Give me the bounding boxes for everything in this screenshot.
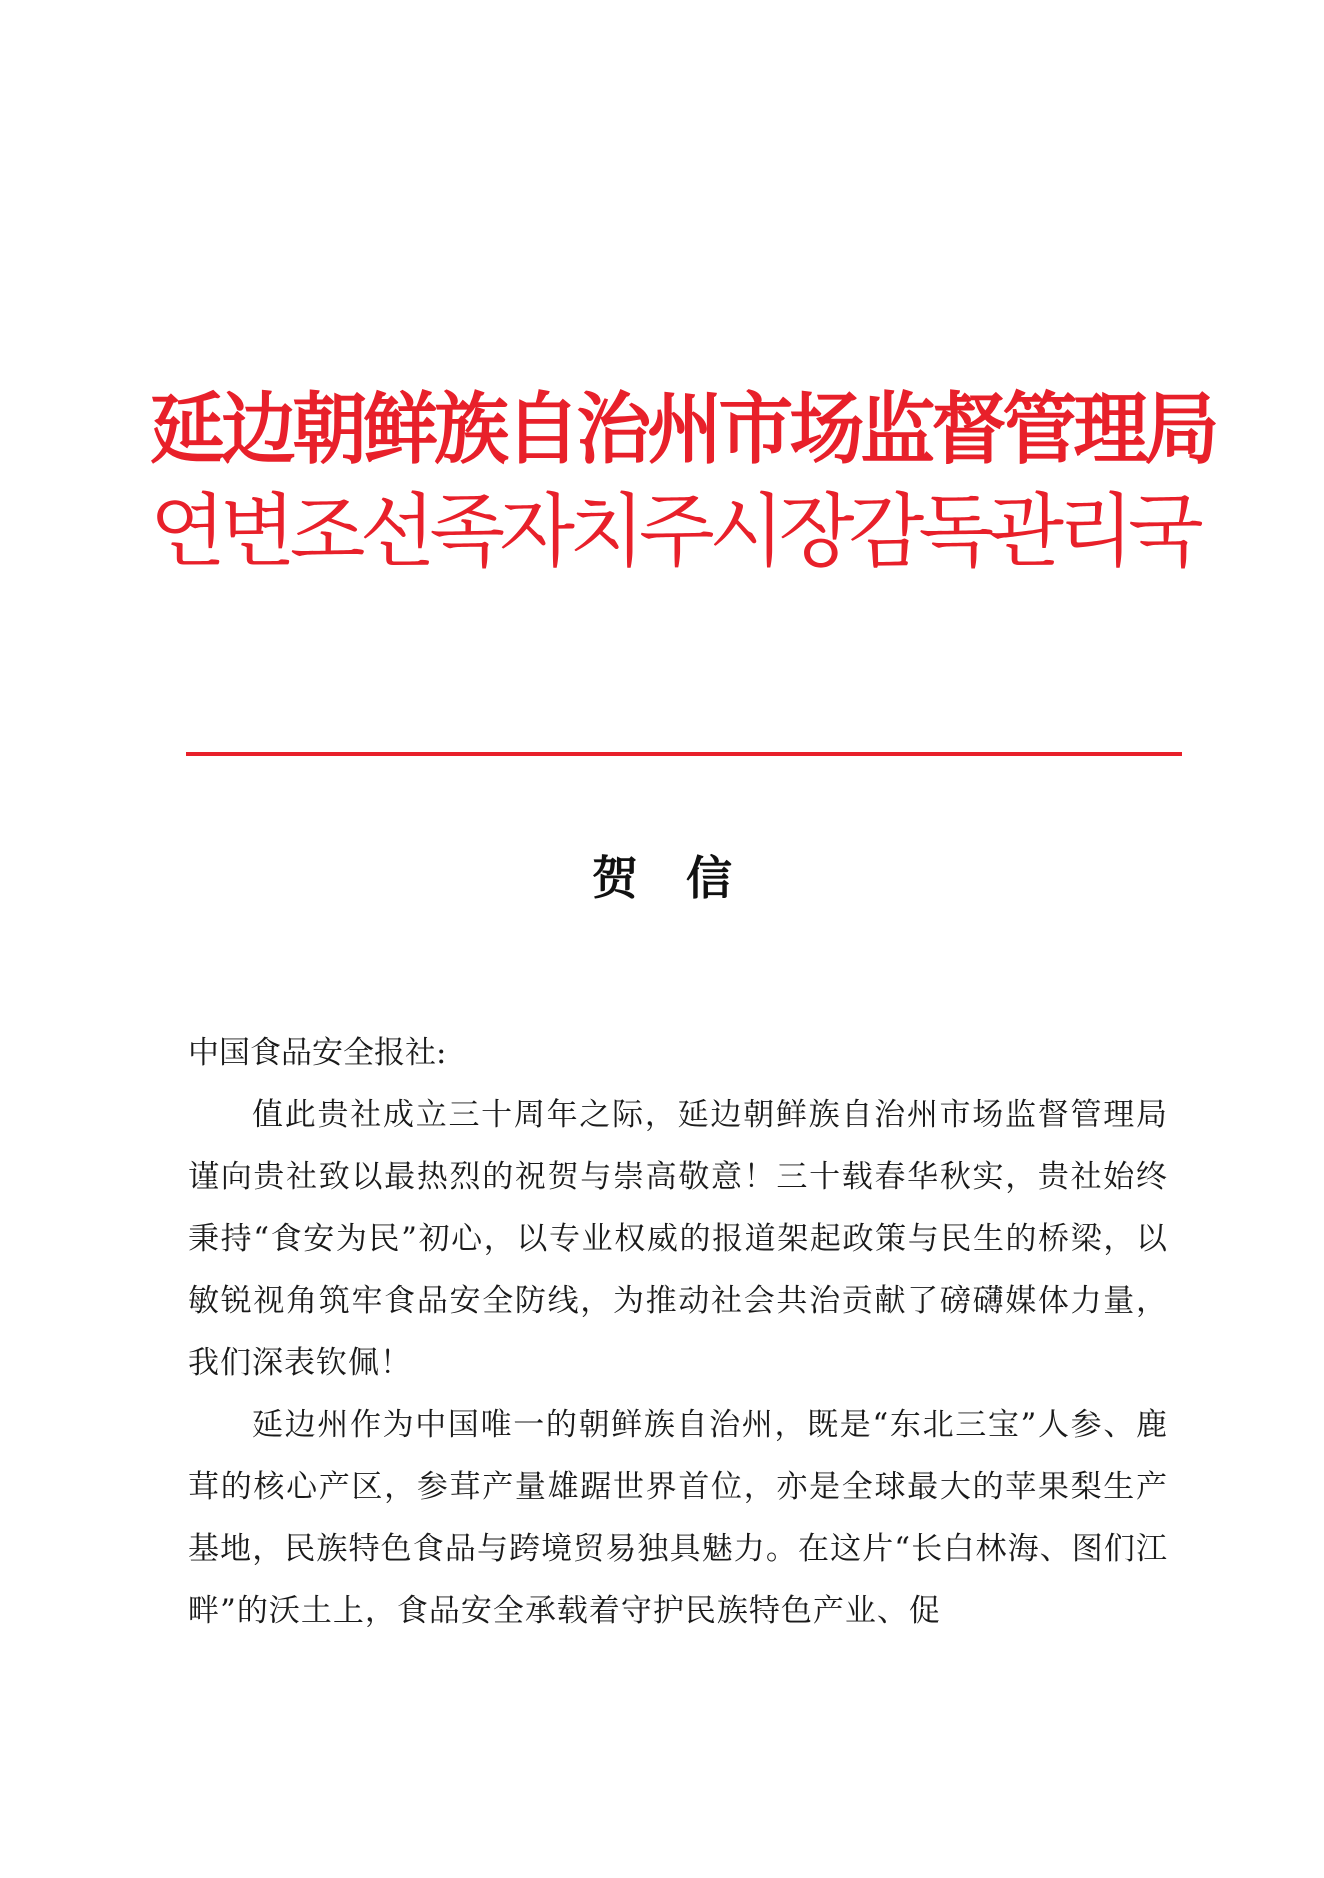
document-title: 贺信 — [592, 851, 780, 905]
letterhead — [150, 380, 1216, 580]
letter-body — [188, 1022, 1168, 1642]
paragraph-1: 值此贵社成立三十周年之际，延边朝鲜族自治州市场监督管理局谨向贵社致以最热烈的祝贺与崇高敬意！三十载春华秋实，贵社始终秉持“食安为民”初心，以专业权威的报道架起政策与民生的桥梁，以敏锐视角筑牢食品安全防线，为推动社会共治贡献了磅礴媒体力量，我们深表钦佩！ — [188, 1097, 1168, 1381]
letterhead-divider — [186, 752, 1182, 756]
paragraph-2: 延边州作为中国唯一的朝鲜族自治州，既是“东北三宝”人参、鹿茸的核心产区，参茸产量雄踞世界首位，亦是全球最大的苹果梨生产基地，民族特色食品与跨境贸易独具魅力。在这片“长白林海、图们江畔”的沃土上，食品安全承载着守护民族特色产业、促 — [188, 1407, 1168, 1629]
letterhead-name-chinese: 延边朝鲜族自治州市场监督管理局 — [150, 384, 1216, 475]
salutation: 中国食品安全报社: — [188, 1035, 447, 1071]
letterhead-name-korean: 연변조선족자치주시장감독관리국 — [150, 485, 1198, 578]
